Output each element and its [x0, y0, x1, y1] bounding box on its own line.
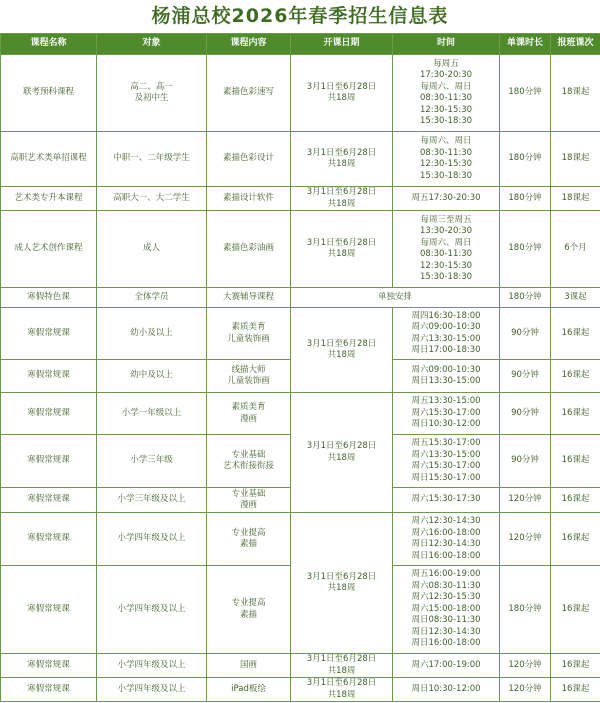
- sessions-cell: 16课起: [551, 678, 600, 702]
- duration-cell: 90分钟: [500, 393, 551, 435]
- sessions-cell: 18课起: [551, 132, 600, 187]
- duration-cell: 90分钟: [500, 360, 551, 393]
- sessions-cell: 16课起: [551, 308, 600, 360]
- target-cell: 幼小及以上: [97, 308, 207, 360]
- table-header-row: [1, 34, 600, 55]
- date-cell: 3月1日至6月28日 共18周: [291, 211, 393, 288]
- sessions-cell: 16课起: [551, 435, 600, 488]
- date-cell: 3月1日至6月28日 共18周: [291, 132, 393, 187]
- time-cell: 每周六、周日 08:30-11:30 12:30-15:30 15:30-18:30: [393, 132, 500, 187]
- content-cell: 大赛辅导课程: [207, 288, 291, 308]
- table-row: [1, 308, 600, 360]
- header-content: 课程内容: [207, 34, 291, 55]
- content-cell: 线描大师 儿童装饰画: [207, 360, 291, 393]
- duration-cell: 180分钟: [500, 132, 551, 187]
- table-row: [1, 187, 600, 211]
- content-cell: 素质美育 儿童装饰画: [207, 308, 291, 360]
- date-cell: 3月1日至6月28日 共18周: [291, 654, 393, 678]
- header-start-date: 开课日期: [291, 34, 393, 55]
- time-cell: 周五13:30-15:00 周六15:30-17:00 周日10:30-12:00: [393, 393, 500, 435]
- duration-cell: 90分钟: [500, 308, 551, 360]
- course-name: 寒假常规课: [1, 488, 97, 513]
- target-cell: 中职一、二年级学生: [97, 132, 207, 187]
- target-cell: 小学四年级及以上: [97, 678, 207, 702]
- course-name: 寒假常规课: [1, 654, 97, 678]
- course-name: 寒假常规课: [1, 393, 97, 435]
- duration-cell: 180分钟: [500, 288, 551, 308]
- course-name: 成人艺术创作课程: [1, 211, 97, 288]
- sessions-cell: 16课起: [551, 513, 600, 566]
- course-name: 高职艺术类单招课程: [1, 132, 97, 187]
- course-name: 寒假常规课: [1, 566, 97, 654]
- content-cell: 素描色彩设计: [207, 132, 291, 187]
- duration-cell: 90分钟: [500, 435, 551, 488]
- target-cell: 幼中及以上: [97, 360, 207, 393]
- content-cell: 国画: [207, 654, 291, 678]
- content-cell: 素描设计软件: [207, 187, 291, 211]
- content-cell: 素描色彩速写: [207, 55, 291, 132]
- date-cell: 3月1日至6月28日 共18周: [291, 308, 393, 393]
- duration-cell: 120分钟: [500, 513, 551, 566]
- time-cell: 每周三至周五 13:30-20:30 每周六、周日 08:30-11:30 12:30-15:30 15:30-18:30: [393, 211, 500, 288]
- table-row: [1, 55, 600, 132]
- date-cell: 3月1日至6月28日 共18周: [291, 678, 393, 702]
- duration-cell: 120分钟: [500, 678, 551, 702]
- sessions-cell: 18课起: [551, 55, 600, 132]
- content-cell: 专业基础 艺术衔接衔接: [207, 435, 291, 488]
- course-name: 寒假特色课: [1, 288, 97, 308]
- time-cell: 每周五 17:30-20:30 每周六、周日 08:30-11:30 12:30-15:30 15:30-18:30: [393, 55, 500, 132]
- table-row: [1, 132, 600, 187]
- sessions-cell: 16课起: [551, 566, 600, 654]
- table-row: [1, 513, 600, 566]
- header-course-name: 课程名称: [1, 34, 97, 55]
- target-cell: 高职大一、大二学生: [97, 187, 207, 211]
- target-cell: 小学四年级及以上: [97, 654, 207, 678]
- target-cell: 成人: [97, 211, 207, 288]
- header-duration: 单课时长: [500, 34, 551, 55]
- duration-cell: 180分钟: [500, 211, 551, 288]
- table-row: [1, 393, 600, 435]
- table-row: [1, 654, 600, 678]
- time-cell: 周六12:30-14:30 周六16:00-18:00 周日12:30-14:30 周日16:00-18:00: [393, 513, 500, 566]
- course-name: 艺术类专升本课程: [1, 187, 97, 211]
- course-name: 寒假常规课: [1, 360, 97, 393]
- duration-cell: 120分钟: [500, 654, 551, 678]
- course-name: 寒假常规课: [1, 513, 97, 566]
- date-cell: 3月1日至6月28日 共18周: [291, 187, 393, 211]
- target-cell: 小学四年级及以上: [97, 566, 207, 654]
- sessions-cell: 16课起: [551, 654, 600, 678]
- date-cell: 3月1日至6月28日 共18周: [291, 393, 393, 513]
- duration-cell: 180分钟: [500, 566, 551, 654]
- sessions-cell: 3课起: [551, 288, 600, 308]
- page-title: 杨浦总校2026年春季招生信息表: [151, 5, 449, 27]
- content-cell: 专业提高 素描: [207, 566, 291, 654]
- sessions-cell: 16课起: [551, 488, 600, 513]
- content-cell: 素质美育 漫画: [207, 393, 291, 435]
- sessions-cell: 16课起: [551, 393, 600, 435]
- course-name: 寒假常规课: [1, 435, 97, 488]
- duration-cell: 180分钟: [500, 187, 551, 211]
- content-cell: 专业提高 素描: [207, 513, 291, 566]
- duration-cell: 120分钟: [500, 488, 551, 513]
- course-name: 寒假常规课: [1, 678, 97, 702]
- table-row: [1, 678, 600, 702]
- target-cell: 小学三年级: [97, 435, 207, 488]
- table-row: [1, 211, 600, 288]
- header-time: 时间: [393, 34, 500, 55]
- table-row: [1, 288, 600, 308]
- time-cell: 周五16:00-19:00 周六08:30-11:30 周六12:30-15:30 周六15:00-18:00 周日08:30-11:30 周日12:30-14:30 周日16:00-18:00: [393, 566, 500, 654]
- target-cell: 高二、高一 及初中生: [97, 55, 207, 132]
- duration-cell: 180分钟: [500, 55, 551, 132]
- time-cell: 周六09:00-10:30 周日13:30-15:00: [393, 360, 500, 393]
- time-cell: 单独安排: [291, 288, 500, 308]
- target-cell: 小学三年级及以上: [97, 488, 207, 513]
- sessions-cell: 6个月: [551, 211, 600, 288]
- time-cell: 周五17:30-20:30: [393, 187, 500, 211]
- content-cell: 素描色彩油画: [207, 211, 291, 288]
- time-cell: 周四16:30-18:00 周六09:00-10:30 周六13:30-15:00 周日17:00-18:30: [393, 308, 500, 360]
- target-cell: 全体学员: [97, 288, 207, 308]
- enrollment-table: [0, 33, 600, 702]
- time-cell: 周日10:30-12:00: [393, 678, 500, 702]
- content-cell: iPad板绘: [207, 678, 291, 702]
- course-name: 寒假常规课: [1, 308, 97, 360]
- time-cell: 周六17:00-19:00: [393, 654, 500, 678]
- header-target: 对象: [97, 34, 207, 55]
- content-cell: 专业基础 漫画: [207, 488, 291, 513]
- time-cell: 周五15:30-17:00 周六13:30-15:00 周六15:30-17:00 周日15:30-17:00: [393, 435, 500, 488]
- sessions-cell: 18课起: [551, 187, 600, 211]
- target-cell: 小学四年级及以上: [97, 513, 207, 566]
- date-cell: 3月1日至6月28日 共18周: [291, 55, 393, 132]
- header-sessions: 报班课次: [551, 34, 600, 55]
- sessions-cell: 16课起: [551, 360, 600, 393]
- course-name: 联考预科课程: [1, 55, 97, 132]
- target-cell: 小学一年级以上: [97, 393, 207, 435]
- date-cell: 3月1日至6月28日 共18周: [291, 513, 393, 654]
- time-cell: 周六15:30-17:30: [393, 488, 500, 513]
